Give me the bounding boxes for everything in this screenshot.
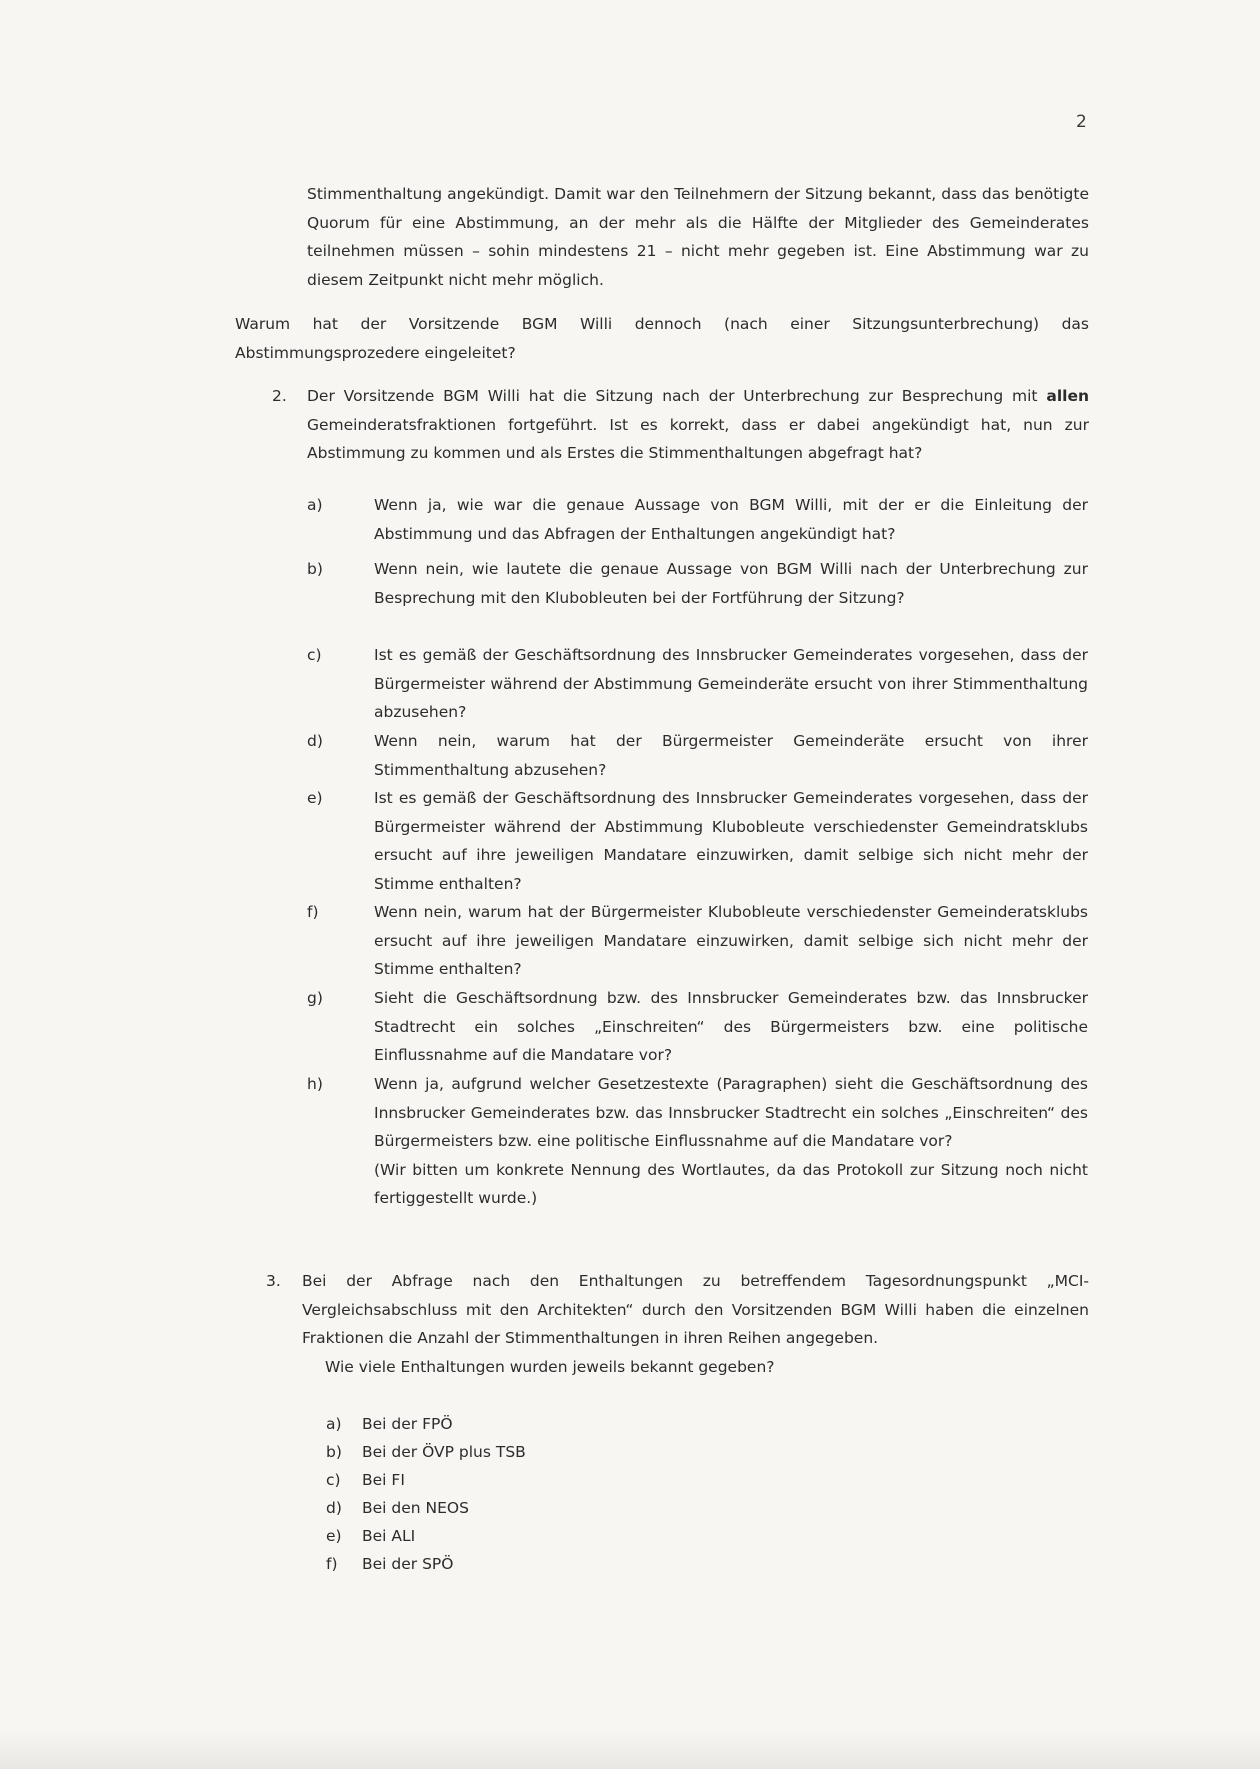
- sub-item-letter: f): [307, 903, 319, 921]
- sub-item-letter: b): [307, 560, 323, 578]
- question-3-question: Wie viele Enthaltungen wurden jeweils bekannt gegeben?: [325, 1358, 775, 1376]
- list-item: Bei der SPÖ: [362, 1555, 454, 1573]
- list-item-letter: a): [326, 1415, 342, 1433]
- main-question: Warum hat der Vorsitzende BGM Willi dennoch (nach einer Sitzungsunterbrechung) das Abstimmungsprozedere eingeleitet?: [235, 315, 1089, 362]
- sub-item-text: Sieht die Geschäftsordnung bzw. des Innsbrucker Gemeinderates bzw. das Innsbrucker Stadtrecht ein solches „Einschreiten“ des Bürgermeisters bzw. eine politische Einflussnahme auf die Mandatare vor?: [374, 989, 1088, 1064]
- question-2-bold-word: allen: [1046, 387, 1089, 405]
- sub-item-text: Wenn ja, wie war die genaue Aussage von BGM Willi, mit der er die Einleitung der Abstimmung und das Abfragen der Enthaltungen angekündigt hat?: [374, 496, 1088, 543]
- sub-item-text: Wenn nein, wie lautete die genaue Aussage von BGM Willi nach der Unterbrechung zur Besprechung mit den Klubobleuten bei der Fortführung der Sitzung?: [374, 560, 1088, 607]
- list-item: Bei der FPÖ: [362, 1415, 453, 1433]
- list-item: Bei ALI: [362, 1527, 416, 1545]
- question-3-number: 3.: [266, 1272, 281, 1290]
- sub-item-text: Ist es gemäß der Geschäftsordnung des Innsbrucker Gemeinderates vorgesehen, dass der Bürgermeister während der Abstimmung Klubobleute verschiedenster Gemeindratsklubs ersucht auf ihre jeweiligen Mandatare einzuwirken, damit selbige sich nicht mehr der Stimme enthalten?: [374, 789, 1088, 893]
- sub-item-text: Wenn nein, warum hat der Bürgermeister Gemeinderäte ersucht von ihrer Stimmenthaltung abzusehen?: [374, 732, 1088, 779]
- sub-item-letter: h): [307, 1075, 323, 1093]
- question-3-text: Bei der Abfrage nach den Enthaltungen zu betreffendem Tagesordnungspunkt „MCI-Vergleichsabschluss mit den Architekten“ durch den Vorsitzenden BGM Willi haben die einzelnen Fraktionen die Anzahl der Stimmenthaltungen in ihren Reihen angegeben.: [302, 1272, 1089, 1347]
- sub-item-text: [374, 1070, 1088, 1213]
- question-2-number: 2.: [272, 387, 287, 405]
- list-item-letter: b): [326, 1443, 342, 1461]
- list-item-letter: c): [326, 1471, 341, 1489]
- sub-item-letter: d): [307, 732, 323, 750]
- sub-item-text-main: Wenn ja, aufgrund welcher Gesetzestexte (Paragraphen) sieht die Geschäftsordnung des Innsbrucker Gemeinderates bzw. das Innsbrucker Stadtrecht ein solches „Einschreiten“ des Bürgermeisters bzw. eine politische Einflussnahme auf die Mandatare vor?: [374, 1075, 1088, 1150]
- page-number: 2: [1076, 112, 1087, 132]
- question-2-text-a: Der Vorsitzende BGM Willi hat die Sitzung nach der Unterbrechung zur Besprechung mit: [307, 387, 1038, 405]
- sub-item-letter: c): [307, 646, 322, 664]
- sub-item-note: (Wir bitten um konkrete Nennung des Wortlautes, da das Protokoll zur Sitzung noch nicht fertiggestellt wurde.): [374, 1160, 1088, 1207]
- sub-item-text: Ist es gemäß der Geschäftsordnung des Innsbrucker Gemeinderates vorgesehen, dass der Bürgermeister während der Abstimmung Gemeinderäte ersucht von ihrer Stimmenthaltung abzusehen?: [374, 646, 1088, 721]
- question-2-text: [307, 382, 1089, 468]
- sub-item-text: Wenn nein, warum hat der Bürgermeister Klubobleute verschiedenster Gemeinderatsklubs ersucht auf ihre jeweiligen Mandatare einzuwirken, damit selbige sich nicht mehr der Stimme enthalten?: [374, 903, 1088, 978]
- list-item: Bei den NEOS: [362, 1499, 469, 1517]
- intro-paragraph: Stimmenthaltung angekündigt. Damit war den Teilnehmern der Sitzung bekannt, dass das benötigte Quorum für eine Abstimmung, an der mehr als die Hälfte der Mitglieder des Gemeinderates teilnehmen müssen – sohin mindestens 21 – nicht mehr gegeben ist. Eine Abstimmung war zu diesem Zeitpunkt nicht mehr möglich.: [307, 185, 1089, 289]
- list-item-letter: e): [326, 1527, 342, 1545]
- sub-item-letter: e): [307, 789, 323, 807]
- list-item-letter: f): [326, 1555, 338, 1573]
- question-2-text-b: Gemeinderatsfraktionen fortgeführt. Ist es korrekt, dass er dabei angekündigt hat, nun zur Abstimmung zu kommen und als Erstes die Stimmenthaltungen abgefragt hat?: [307, 415, 1089, 462]
- sub-item-letter: g): [307, 989, 323, 1007]
- list-item: Bei FI: [362, 1471, 405, 1489]
- list-item-letter: d): [326, 1499, 342, 1517]
- sub-item-letter: a): [307, 496, 323, 514]
- list-item: Bei der ÖVP plus TSB: [362, 1443, 526, 1461]
